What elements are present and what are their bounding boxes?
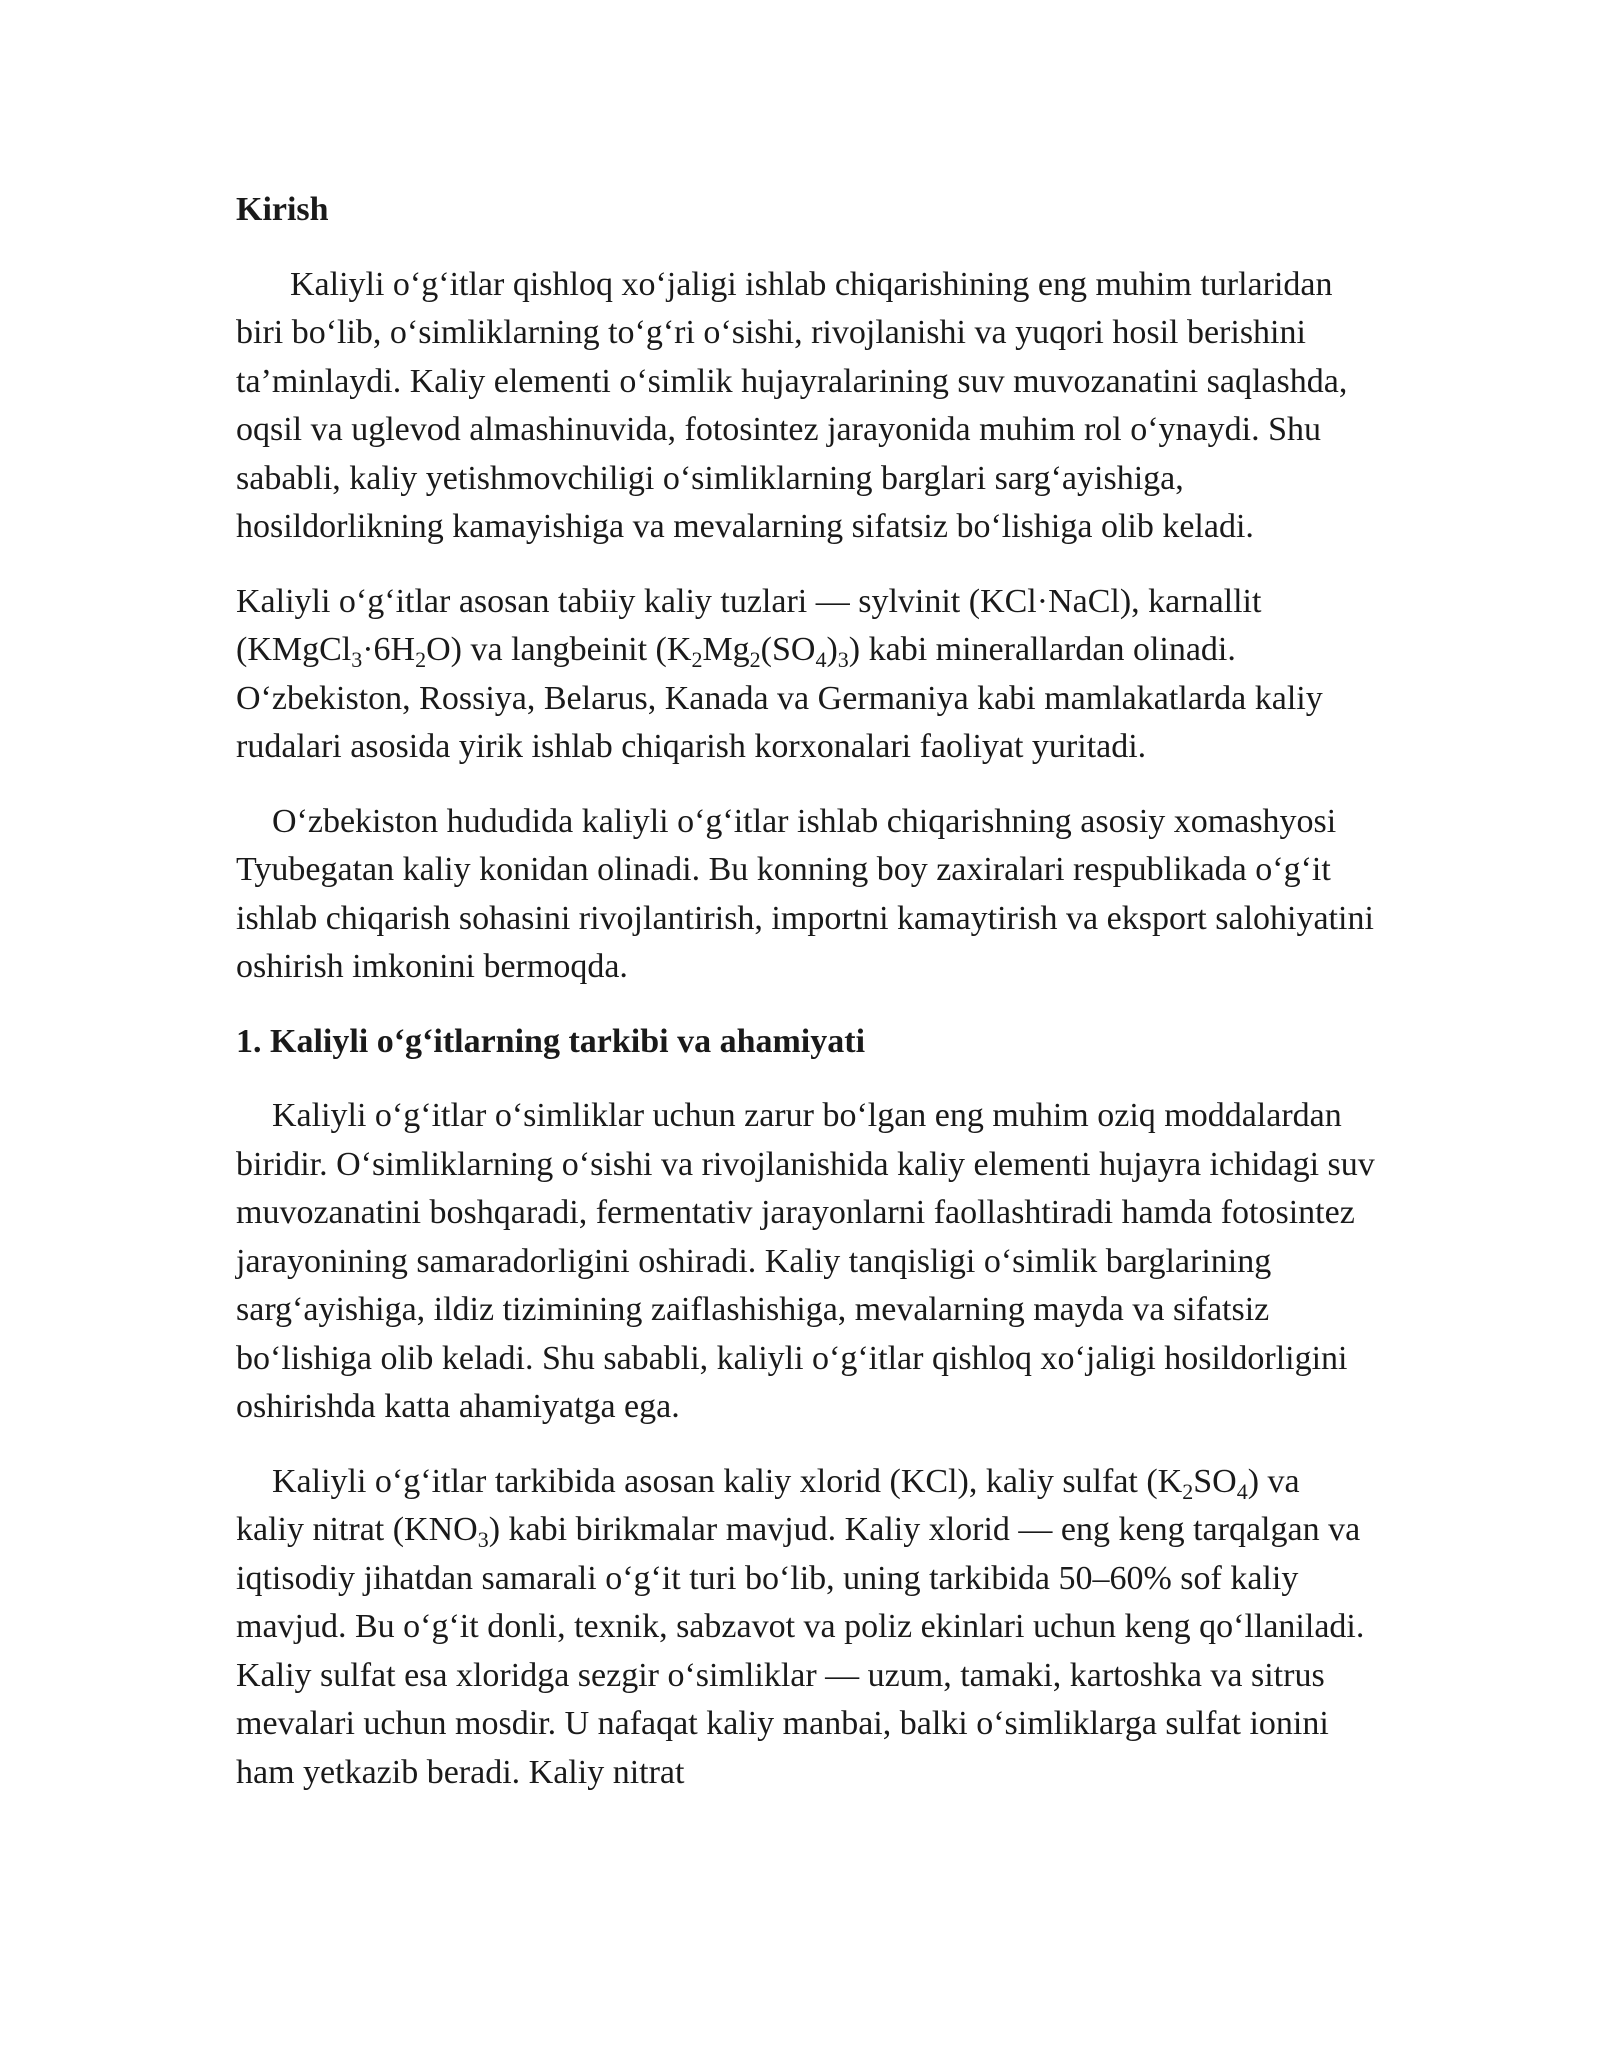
document-page	[236, 186, 1376, 1823]
text-run: (SO	[760, 631, 816, 668]
subscript: 2	[1182, 1478, 1194, 1504]
heading-kirish: Kirish	[236, 191, 329, 228]
subscript: 2	[415, 647, 427, 672]
text-run: Kaliyli o‘g‘itlar tarkibida asosan kaliy xlorid (KCl), kaliy sulfat (K	[272, 1462, 1183, 1500]
paragraph-composition: Kaliyli o‘g‘itlar o‘simliklar uchun zarur bo‘lgan eng muhim oziq moddalardan biridir. O‘simliklarning o‘sishi va rivojlanishida kaliy elementi hujayra ichidagi suv muvozanatini boshqaradi, fermentativ jarayonlarni faollashtiradi hamda fotosintez jarayonining samaradorligini oshiradi. Kaliy tanqisligi o‘simlik barglarining sarg‘ayishiga, ildiz tizimining zaiflashishiga, mevalarning mayda va sifatsiz bo‘lishiga olib keladi. Shu sababli, kaliyli o‘g‘itlar qishloq xo‘jaligi hosildorligini oshirishda katta ahamiyatga ega.	[236, 1097, 1375, 1425]
subscript: 3	[477, 1527, 489, 1552]
subscript: 3	[351, 647, 363, 672]
text-run: Mg	[702, 631, 750, 668]
paragraph-raw-materials	[236, 578, 1376, 772]
paragraph-uzbekistan: O‘zbekiston hududida kaliyli o‘g‘itlar ishlab chiqarishning asosiy xomashyosi Tyubegatan kaliy konidan olinadi. Bu konning boy zaxiralari respublikada o‘g‘it ishlab chiqarish sohasini rivojlantirish, importni kamaytirish va eksport salohiyatini oshirish imkonini bermoqda.	[236, 802, 1374, 985]
text-run: ) va kaliy nitrat (KNO	[236, 1462, 1300, 1548]
subscript: 4	[815, 647, 827, 672]
text-run: ) kabi minerallardan olinadi. O‘zbekiston, Rossiya, Belarus, Kanada va Germaniya kabi mamlakatlarda kaliy rudalari asosida yirik ishlab chiqarish korxonalari faoliyat yuritadi.	[236, 631, 1323, 765]
text-run: ·6H	[362, 631, 416, 668]
subscript: 2	[691, 647, 703, 672]
paragraph-compounds	[236, 1458, 1376, 1798]
text-run: Kaliyli o‘g‘itlar asosan tabiiy kaliy tuzlari — sylvinit (KCl·NaCl), karnallit (KMgCl	[236, 582, 1262, 668]
paragraph-intro: Kaliyli o‘g‘itlar qishloq xo‘jaligi ishlab chiqarishining eng muhim turlaridan biri bo‘lib, o‘simliklarning to‘g‘ri o‘sishi, rivojlanishi va yuqori hosil berishini ta’minlaydi. Kaliy elementi o‘simlik hujayralarining suv muvozanatini saqlashda, oqsil va uglevod almashinuvida, fotosintez jarayonida muhim rol o‘ynaydi. Shu sababli, kaliy yetishmovchiligi o‘simliklarning barglari sarg‘ayishiga, hosildorlikning kamayishiga va mevalarning sifatsiz bo‘lishiga olib keladi.	[236, 265, 1348, 545]
subscript: 3	[837, 647, 849, 672]
text-run: SO	[1193, 1462, 1237, 1500]
heading-section-1: 1. Kaliyli o‘g‘itlarning tarkibi va ahamiyati	[236, 1022, 866, 1060]
text-run: O) va langbeinit (K	[426, 631, 692, 668]
subscript: 4	[1236, 1478, 1248, 1504]
subscript: 2	[749, 647, 761, 672]
text-run: ) kabi birikmalar mavjud. Kaliy xlorid — eng keng tarqalgan va iqtisodiy jihatdan samarali o‘g‘it turi bo‘lib, uning tarkibida 50–60% sof kaliy mavjud. Bu o‘g‘it donli, texnik, sabzavot va poliz ekinlari uchun keng qo‘llaniladi. Kaliy sulfat esa xloridga sezgir o‘simliklar — uzum, tamaki, kartoshka va sitrus mevalari uchun mosdir. U nafaqat kaliy manbai, balki o‘simliklarga sulfat ionini ham yetkazib beradi. Kaliy nitrat	[236, 1511, 1365, 1791]
text-run: )	[826, 631, 838, 668]
